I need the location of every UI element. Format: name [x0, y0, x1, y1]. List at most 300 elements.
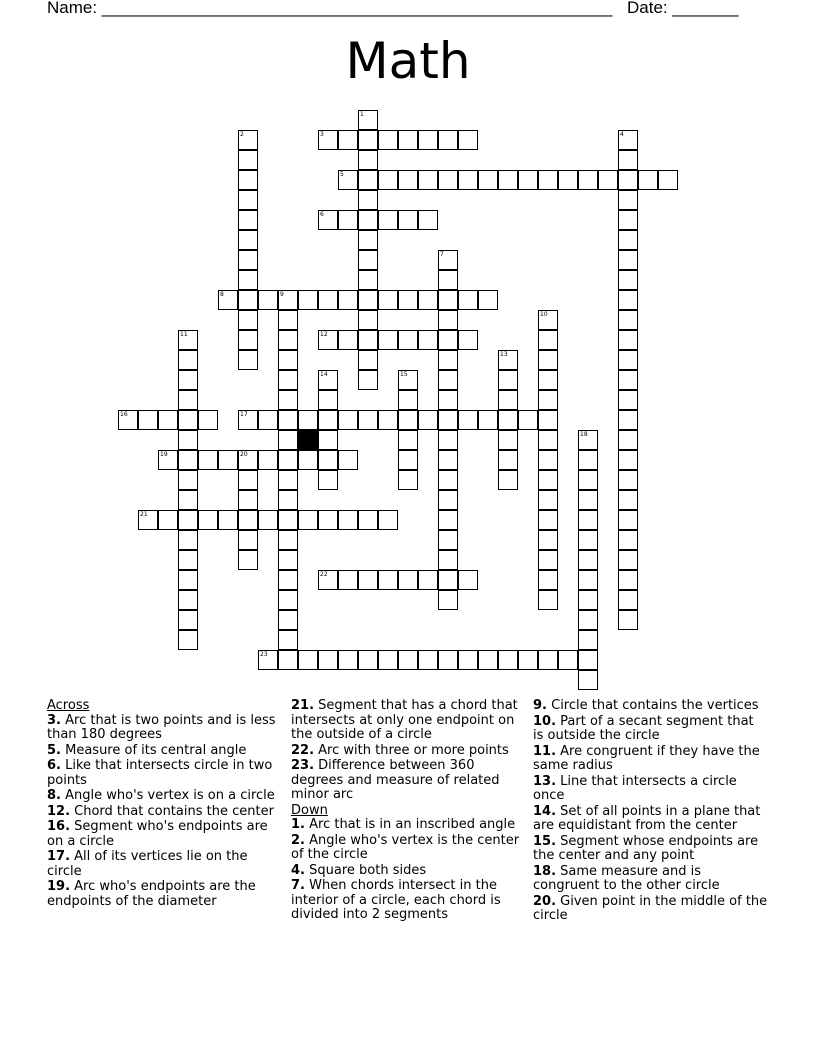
grid-cell[interactable]: [338, 410, 358, 430]
grid-cell[interactable]: [238, 270, 258, 290]
grid-cell[interactable]: [438, 430, 458, 450]
grid-cell[interactable]: [238, 310, 258, 330]
grid-cell[interactable]: [178, 610, 198, 630]
grid-cell[interactable]: [458, 330, 478, 350]
grid-cell[interactable]: [438, 130, 458, 150]
grid-cell[interactable]: [238, 550, 258, 570]
grid-cell[interactable]: [318, 390, 338, 410]
grid-cell[interactable]: [498, 450, 518, 470]
grid-cell[interactable]: [438, 290, 458, 310]
grid-cell[interactable]: [618, 130, 638, 150]
grid-cell[interactable]: [298, 410, 318, 430]
grid-cell[interactable]: [178, 410, 198, 430]
grid-cell[interactable]: [318, 370, 338, 390]
grid-cell[interactable]: [298, 290, 318, 310]
black-square: [298, 430, 318, 450]
grid-cell[interactable]: [278, 290, 298, 310]
grid-cell[interactable]: [238, 410, 258, 430]
grid-cell[interactable]: [118, 410, 138, 430]
grid-cell[interactable]: [538, 310, 558, 330]
grid-cell[interactable]: [438, 550, 458, 570]
grid-cell[interactable]: [398, 290, 418, 310]
clues-column-3: [533, 699, 768, 925]
grid-cell[interactable]: [418, 650, 438, 670]
grid-cell[interactable]: [438, 310, 458, 330]
grid-cell[interactable]: [138, 510, 158, 530]
grid-cell[interactable]: [178, 370, 198, 390]
grid-cell[interactable]: [578, 510, 598, 530]
grid-cell[interactable]: [478, 410, 498, 430]
grid-cell[interactable]: [618, 350, 638, 370]
grid-cell[interactable]: [278, 630, 298, 650]
grid-cell[interactable]: [578, 450, 598, 470]
grid-cell[interactable]: [238, 350, 258, 370]
grid-cell[interactable]: [498, 390, 518, 410]
grid-cell[interactable]: [358, 330, 378, 350]
grid-cell[interactable]: [278, 470, 298, 490]
grid-cell[interactable]: [338, 290, 358, 310]
grid-cell[interactable]: [398, 370, 418, 390]
grid-cell[interactable]: [618, 490, 638, 510]
date-field[interactable]: Date: _______: [627, 0, 739, 17]
grid-cell[interactable]: [638, 170, 658, 190]
grid-cell[interactable]: [378, 170, 398, 190]
grid-cell[interactable]: [278, 350, 298, 370]
clue-across-23: 23. Difference between 360 degrees and measure of related minor arc: [291, 758, 500, 802]
grid-cell[interactable]: [618, 470, 638, 490]
grid-cell[interactable]: [378, 510, 398, 530]
grid-cell[interactable]: [618, 230, 638, 250]
grid-cell[interactable]: [278, 610, 298, 630]
clue-down-2: 2. Angle who's vertex is the center of the circle: [291, 832, 520, 862]
grid-cell[interactable]: [438, 510, 458, 530]
grid-cell[interactable]: [458, 170, 478, 190]
grid-cell[interactable]: [278, 450, 298, 470]
grid-cell[interactable]: [238, 150, 258, 170]
clue-down-4: 4. Square both sides: [291, 862, 427, 878]
grid-cell[interactable]: [398, 450, 418, 470]
grid-cell[interactable]: [318, 430, 338, 450]
grid-cell[interactable]: [138, 410, 158, 430]
grid-cell[interactable]: [618, 310, 638, 330]
grid-cell[interactable]: [498, 370, 518, 390]
grid-cell[interactable]: [278, 650, 298, 670]
grid-cell[interactable]: [618, 270, 638, 290]
clue-number: 16: [120, 411, 128, 418]
grid-cell[interactable]: [498, 430, 518, 450]
clues-column-2: [291, 699, 521, 924]
grid-cell[interactable]: [278, 410, 298, 430]
clues-column-1: [47, 699, 277, 910]
grid-cell[interactable]: [618, 570, 638, 590]
grid-cell[interactable]: [258, 650, 278, 670]
grid-cell[interactable]: [578, 490, 598, 510]
grid-cell[interactable]: [458, 130, 478, 150]
grid-cell[interactable]: [578, 610, 598, 630]
grid-cell[interactable]: [418, 130, 438, 150]
grid-cell[interactable]: [558, 170, 578, 190]
grid-cell[interactable]: [358, 270, 378, 290]
grid-cell[interactable]: [318, 410, 338, 430]
grid-cell[interactable]: [618, 530, 638, 550]
grid-cell[interactable]: [358, 150, 378, 170]
grid-cell[interactable]: [278, 330, 298, 350]
grid-cell[interactable]: [498, 470, 518, 490]
grid-cell[interactable]: [358, 190, 378, 210]
grid-cell[interactable]: [618, 610, 638, 630]
grid-cell[interactable]: [438, 370, 458, 390]
grid-cell[interactable]: [538, 350, 558, 370]
grid-cell[interactable]: [378, 650, 398, 670]
grid-cell[interactable]: [178, 510, 198, 530]
grid-cell[interactable]: [618, 390, 638, 410]
grid-cell[interactable]: [538, 510, 558, 530]
clue-across-21: 21. Segment that has a chord that intersects at only one endpoint on the outside of a circle: [291, 698, 518, 742]
clue-number: 17: [240, 411, 248, 418]
grid-cell[interactable]: [378, 410, 398, 430]
clue-number: 19: [160, 451, 168, 458]
grid-cell[interactable]: [318, 290, 338, 310]
grid-cell[interactable]: [578, 530, 598, 550]
grid-cell[interactable]: [498, 170, 518, 190]
grid-cell[interactable]: [538, 590, 558, 610]
grid-cell[interactable]: [178, 330, 198, 350]
grid-cell[interactable]: [498, 350, 518, 370]
grid-cell[interactable]: [358, 650, 378, 670]
grid-cell[interactable]: [358, 310, 378, 330]
grid-cell[interactable]: [558, 650, 578, 670]
grid-cell[interactable]: [218, 510, 238, 530]
grid-cell[interactable]: [238, 510, 258, 530]
clue-number: 21: [140, 511, 148, 518]
clue-number: 2: [240, 131, 244, 138]
grid-cell[interactable]: [538, 430, 558, 450]
grid-cell[interactable]: [438, 450, 458, 470]
grid-cell[interactable]: [358, 170, 378, 190]
clue-down-10: 10. Part of a secant segment that is outside the circle: [533, 713, 754, 743]
down-heading: Down: [291, 802, 328, 818]
grid-cell[interactable]: [238, 170, 258, 190]
grid-cell[interactable]: [618, 330, 638, 350]
grid-cell[interactable]: [178, 350, 198, 370]
grid-cell[interactable]: [498, 650, 518, 670]
clue-number: 13: [500, 351, 508, 358]
grid-cell[interactable]: [218, 450, 238, 470]
clue-across-19: 19. Arc who's endpoints are the endpoints of the diameter: [47, 879, 256, 909]
grid-cell[interactable]: [178, 630, 198, 650]
grid-cell[interactable]: [398, 650, 418, 670]
clue-number: 9: [280, 291, 284, 298]
grid-cell[interactable]: [258, 410, 278, 430]
grid-cell[interactable]: [438, 590, 458, 610]
grid-cell[interactable]: [278, 370, 298, 390]
grid-cell[interactable]: [398, 410, 418, 430]
grid-cell[interactable]: [238, 230, 258, 250]
grid-cell[interactable]: [238, 530, 258, 550]
grid-cell[interactable]: [358, 250, 378, 270]
grid-cell[interactable]: [378, 290, 398, 310]
grid-cell[interactable]: [458, 650, 478, 670]
grid-cell[interactable]: [438, 530, 458, 550]
grid-cell[interactable]: [538, 410, 558, 430]
grid-cell[interactable]: [278, 310, 298, 330]
clue-number: 20: [240, 451, 248, 458]
grid-cell[interactable]: [458, 290, 478, 310]
grid-cell[interactable]: [438, 170, 458, 190]
grid-cell[interactable]: [618, 190, 638, 210]
clue-number: 11: [180, 331, 188, 338]
grid-cell[interactable]: [338, 170, 358, 190]
grid-cell[interactable]: [578, 650, 598, 670]
grid-cell[interactable]: [158, 410, 178, 430]
clue-number: 8: [220, 291, 224, 298]
grid-cell[interactable]: [438, 490, 458, 510]
grid-cell[interactable]: [438, 410, 458, 430]
grid-cell[interactable]: [598, 170, 618, 190]
grid-cell[interactable]: [318, 470, 338, 490]
grid-cell[interactable]: [378, 130, 398, 150]
grid-cell[interactable]: [478, 290, 498, 310]
clue-number: 12: [320, 331, 328, 338]
clue-number: 10: [540, 311, 548, 318]
grid-cell[interactable]: [518, 410, 538, 430]
grid-cell[interactable]: [358, 290, 378, 310]
grid-cell[interactable]: [418, 210, 438, 230]
grid-cell[interactable]: [238, 490, 258, 510]
grid-cell[interactable]: [538, 450, 558, 470]
clue-across-8: 8. Angle who's vertex is on a circle: [47, 788, 275, 803]
grid-cell[interactable]: [498, 410, 518, 430]
grid-cell[interactable]: [538, 170, 558, 190]
grid-cell[interactable]: [398, 430, 418, 450]
grid-cell[interactable]: [358, 130, 378, 150]
grid-cell[interactable]: [278, 530, 298, 550]
grid-cell[interactable]: [278, 490, 298, 510]
grid-cell[interactable]: [518, 650, 538, 670]
grid-cell[interactable]: [158, 510, 178, 530]
grid-cell[interactable]: [278, 430, 298, 450]
grid-cell[interactable]: [398, 130, 418, 150]
grid-cell[interactable]: [178, 550, 198, 570]
grid-cell[interactable]: [618, 430, 638, 450]
grid-cell[interactable]: [338, 130, 358, 150]
clue-down-14: 14. Set of all points in a plane that are equidistant from the center: [533, 803, 761, 833]
grid-cell[interactable]: [218, 290, 238, 310]
grid-cell[interactable]: [178, 450, 198, 470]
grid-cell[interactable]: [318, 650, 338, 670]
grid-cell[interactable]: [258, 290, 278, 310]
clue-number: 14: [320, 371, 328, 378]
grid-cell[interactable]: [578, 550, 598, 570]
grid-cell[interactable]: [418, 290, 438, 310]
clue-down-1: 1. Arc that is in an inscribed angle: [291, 817, 516, 832]
grid-cell[interactable]: [458, 410, 478, 430]
grid-cell[interactable]: [398, 170, 418, 190]
grid-cell[interactable]: [418, 570, 438, 590]
grid-cell[interactable]: [278, 550, 298, 570]
grid-cell[interactable]: [358, 110, 378, 130]
grid-cell[interactable]: [538, 530, 558, 550]
grid-cell[interactable]: [238, 250, 258, 270]
grid-cell[interactable]: [618, 210, 638, 230]
grid-cell[interactable]: [578, 590, 598, 610]
grid-cell[interactable]: [618, 290, 638, 310]
grid-cell[interactable]: [318, 570, 338, 590]
grid-cell[interactable]: [438, 570, 458, 590]
grid-cell[interactable]: [618, 150, 638, 170]
grid-cell[interactable]: [178, 470, 198, 490]
grid-cell[interactable]: [538, 650, 558, 670]
grid-cell[interactable]: [278, 390, 298, 410]
grid-cell[interactable]: [318, 450, 338, 470]
grid-cell[interactable]: [358, 370, 378, 390]
grid-cell[interactable]: [238, 210, 258, 230]
clue-number: 22: [320, 571, 328, 578]
clue-number: 15: [400, 371, 408, 378]
clue-down-18: 18. Same measure and is congruent to the other circle: [533, 863, 720, 893]
grid-cell[interactable]: [578, 630, 598, 650]
grid-cell[interactable]: [438, 330, 458, 350]
clue-down-13: 13. Line that intersects a circle once: [533, 773, 737, 803]
grid-cell[interactable]: [398, 470, 418, 490]
grid-cell[interactable]: [438, 390, 458, 410]
grid-cell[interactable]: [578, 170, 598, 190]
grid-cell[interactable]: [338, 210, 358, 230]
grid-cell[interactable]: [298, 650, 318, 670]
grid-cell[interactable]: [438, 650, 458, 670]
grid-cell[interactable]: [578, 570, 598, 590]
grid-cell[interactable]: [298, 510, 318, 530]
grid-cell[interactable]: [358, 570, 378, 590]
clue-across-17: 17. All of its vertices lie on the circle: [47, 849, 248, 879]
grid-cell[interactable]: [338, 330, 358, 350]
grid-cell[interactable]: [178, 430, 198, 450]
grid-cell[interactable]: [538, 490, 558, 510]
grid-cell[interactable]: [538, 570, 558, 590]
grid-cell[interactable]: [238, 330, 258, 350]
clue-across-6: 6. Like that intersects circle in two points: [47, 758, 273, 788]
grid-cell[interactable]: [338, 570, 358, 590]
clue-down-9: 9. Circle that contains the vertices: [533, 698, 759, 713]
grid-cell[interactable]: [238, 190, 258, 210]
grid-cell[interactable]: [418, 410, 438, 430]
grid-cell[interactable]: [618, 550, 638, 570]
grid-cell[interactable]: [438, 250, 458, 270]
grid-cell[interactable]: [398, 210, 418, 230]
grid-cell[interactable]: [538, 370, 558, 390]
grid-cell[interactable]: [618, 450, 638, 470]
grid-cell[interactable]: [478, 170, 498, 190]
clue-number: 1: [360, 111, 364, 118]
grid-cell[interactable]: [618, 510, 638, 530]
grid-cell[interactable]: [578, 670, 598, 690]
page-title: Math: [345, 32, 471, 90]
clue-down-20: 20. Given point in the middle of the circle: [533, 893, 768, 923]
grid-cell[interactable]: [398, 330, 418, 350]
clue-number: 23: [260, 651, 268, 658]
grid-cell[interactable]: [338, 650, 358, 670]
grid-cell[interactable]: [618, 590, 638, 610]
grid-cell[interactable]: [518, 170, 538, 190]
grid-cell[interactable]: [158, 450, 178, 470]
grid-cell[interactable]: [198, 410, 218, 430]
grid-cell[interactable]: [398, 570, 418, 590]
grid-cell[interactable]: [338, 450, 358, 470]
grid-cell[interactable]: [198, 510, 218, 530]
grid-cell[interactable]: [618, 410, 638, 430]
grid-cell[interactable]: [338, 510, 358, 530]
grid-cell[interactable]: [378, 570, 398, 590]
grid-cell[interactable]: [478, 650, 498, 670]
grid-cell[interactable]: [278, 510, 298, 530]
grid-cell[interactable]: [378, 210, 398, 230]
grid-cell[interactable]: [238, 470, 258, 490]
clue-number: 6: [320, 211, 324, 218]
grid-cell[interactable]: [318, 330, 338, 350]
grid-cell[interactable]: [258, 510, 278, 530]
name-field[interactable]: Name: ______________________________________________________: [47, 0, 613, 17]
clue-down-7: 7. When chords intersect in the interior of a circle, each chord is divided into 2 segments: [291, 878, 501, 922]
clue-number: 4: [620, 131, 624, 138]
grid-cell[interactable]: [258, 450, 278, 470]
grid-cell[interactable]: [358, 510, 378, 530]
grid-cell[interactable]: [178, 490, 198, 510]
grid-cell[interactable]: [538, 550, 558, 570]
grid-cell[interactable]: [318, 130, 338, 150]
grid-cell[interactable]: [538, 390, 558, 410]
grid-cell[interactable]: [238, 290, 258, 310]
grid-cell[interactable]: [358, 350, 378, 370]
grid-cell[interactable]: [458, 570, 478, 590]
grid-cell[interactable]: [438, 470, 458, 490]
grid-cell[interactable]: [238, 450, 258, 470]
grid-cell[interactable]: [618, 170, 638, 190]
grid-cell[interactable]: [178, 570, 198, 590]
grid-cell[interactable]: [318, 510, 338, 530]
grid-cell[interactable]: [278, 570, 298, 590]
clue-across-16: 16. Segment who's endpoints are on a circle: [47, 819, 268, 849]
grid-cell[interactable]: [578, 470, 598, 490]
grid-cell[interactable]: [398, 390, 418, 410]
grid-cell[interactable]: [178, 390, 198, 410]
clue-number: 5: [340, 171, 344, 178]
clue-across-22: 22. Arc with three or more points: [291, 742, 509, 758]
grid-cell[interactable]: [438, 270, 458, 290]
grid-cell[interactable]: [418, 170, 438, 190]
grid-cell[interactable]: [378, 330, 398, 350]
grid-cell[interactable]: [658, 170, 678, 190]
grid-cell[interactable]: [178, 530, 198, 550]
grid-cell[interactable]: [358, 230, 378, 250]
grid-cell[interactable]: [618, 250, 638, 270]
grid-cell[interactable]: [358, 210, 378, 230]
grid-cell[interactable]: [538, 470, 558, 490]
grid-cell[interactable]: [318, 210, 338, 230]
grid-cell[interactable]: [358, 410, 378, 430]
grid-cell[interactable]: [578, 430, 598, 450]
grid-cell[interactable]: [238, 130, 258, 150]
grid-cell[interactable]: [278, 590, 298, 610]
grid-cell[interactable]: [418, 330, 438, 350]
grid-cell[interactable]: [618, 370, 638, 390]
grid-cell[interactable]: [198, 450, 218, 470]
clue-number: 7: [440, 251, 444, 258]
grid-cell[interactable]: [298, 450, 318, 470]
grid-cell[interactable]: [438, 350, 458, 370]
grid-cell[interactable]: [538, 330, 558, 350]
clue-across-5: 5. Measure of its central angle: [47, 742, 247, 758]
grid-cell[interactable]: [178, 590, 198, 610]
